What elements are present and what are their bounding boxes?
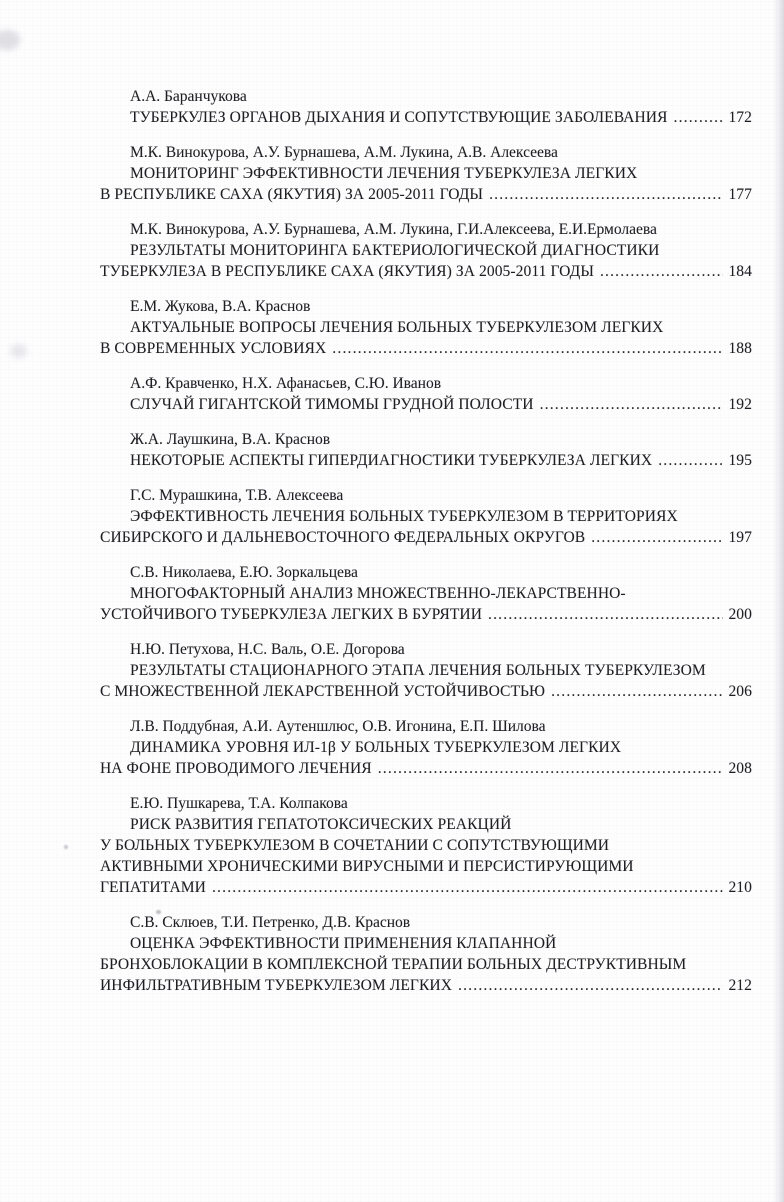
entry-authors: М.К. Винокурова, А.У. Бурнашева, А.М. Лукина, А.В. Алексеева (130, 144, 558, 161)
dot-leader (212, 877, 723, 898)
entry-title-text: ГЕПАТИТАМИ (100, 879, 206, 896)
toc-entry (100, 373, 752, 415)
entry-title-text: НЕКОТОРЫЕ АСПЕКТЫ ГИПЕРДИАГНОСТИКИ ТУБЕРКУЛЕЗА ЛЕГКИХ (130, 452, 653, 469)
page-number: 195 (728, 452, 752, 469)
toc-entry (100, 429, 752, 471)
entry-authors: А.Ф. Кравченко, Н.Х. Афанасьев, С.Ю. Иванов (130, 375, 442, 392)
dot-leader (488, 604, 723, 625)
toc-entry (100, 485, 752, 548)
entry-title-line: БРОНХОБЛОКАЦИИ В КОМПЛЕКСНОЙ ТЕРАПИИ БОЛЬНЫХ ДЕСТРУКТИВНЫМ (100, 956, 687, 973)
dot-leader (489, 184, 723, 205)
toc-entry (100, 219, 752, 282)
entry-title-line: МНОГОФАКТОРНЫЙ АНАЛИЗ МНОЖЕСТВЕННО-ЛЕКАРСТВЕННО- (130, 585, 626, 602)
toc-entry (100, 639, 752, 702)
entry-title-last-line (100, 877, 752, 898)
entry-title-last-line (100, 107, 752, 128)
entry-title-text: НА ФОНЕ ПРОВОДИМОГО ЛЕЧЕНИЯ (100, 760, 372, 777)
entry-authors: Г.С. Мурашкина, Т.В. Алексеева (130, 487, 344, 504)
dot-leader (540, 394, 724, 415)
page-number: 200 (728, 606, 752, 623)
page-number: 206 (728, 683, 752, 700)
entry-title-line: АКТИВНЫМИ ХРОНИЧЕСКИМИ ВИРУСНЫМИ И ПЕРСИСТИРУЮЩИМИ (100, 858, 634, 875)
dot-leader (674, 107, 724, 128)
entry-authors: А.А. Баранчукова (130, 88, 247, 105)
entry-title-text: СИБИРСКОГО И ДАЛЬНЕВОСТОЧНОГО ФЕДЕРАЛЬНЫХ ОКРУГОВ (100, 529, 586, 546)
page-number: 184 (728, 263, 752, 280)
toc-entry (100, 562, 752, 625)
entry-title-last-line (100, 184, 752, 205)
entry-title-text: ТУБЕРКУЛЕЗ ОРГАНОВ ДЫХАНИЯ И СОПУТСТВУЮЩИЕ ЗАБОЛЕВАНИЯ (130, 109, 668, 126)
page-number: 212 (728, 977, 752, 994)
entry-authors: Ж.А. Лаушкина, В.А. Краснов (130, 431, 331, 448)
page-number: 192 (728, 396, 752, 413)
entry-title-text: ТУБЕРКУЛЕЗА В РЕСПУБЛИКЕ САХА (ЯКУТИЯ) ЗА 2005-2011 ГОДЫ (100, 263, 594, 280)
entry-title-line: ЭФФЕКТИВНОСТЬ ЛЕЧЕНИЯ БОЛЬНЫХ ТУБЕРКУЛЕЗОМ В ТЕРРИТОРИЯХ (130, 508, 678, 525)
entry-authors: С.В. Склюев, Т.И. Петренко, Д.В. Краснов (130, 914, 411, 931)
entry-title-line: АКТУАЛЬНЫЕ ВОПРОСЫ ЛЕЧЕНИЯ БОЛЬНЫХ ТУБЕРКУЛЕЗОМ ЛЕГКИХ (130, 319, 664, 336)
entry-title-line: МОНИТОРИНГ ЭФФЕКТИВНОСТИ ЛЕЧЕНИЯ ТУБЕРКУЛЕЗА ЛЕГКИХ (130, 165, 638, 182)
dot-leader (378, 758, 724, 779)
entry-authors: М.К. Винокурова, А.У. Бурнашева, А.М. Лукина, Г.И.Алексеева, Е.И.Ермолаева (130, 221, 657, 238)
entry-title-last-line (100, 758, 752, 779)
dot-leader (551, 681, 723, 702)
page-number: 177 (728, 186, 752, 203)
entry-authors: Л.В. Поддубная, А.И. Аутеншлюс, О.В. Игонина, Е.П. Шилова (130, 718, 546, 735)
page-number: 172 (728, 109, 752, 126)
entry-title-last-line (100, 527, 752, 548)
dot-leader (658, 450, 723, 471)
toc-entry (100, 912, 752, 996)
entry-title-line: РЕЗУЛЬТАТЫ СТАЦИОНАРНОГО ЭТАПА ЛЕЧЕНИЯ БОЛЬНЫХ ТУБЕРКУЛЕЗОМ (130, 662, 706, 679)
toc-entry (100, 296, 752, 359)
toc-entry (100, 86, 752, 128)
entry-title-text: В СОВРЕМЕННЫХ УСЛОВИЯХ (100, 340, 327, 357)
dot-leader (332, 338, 723, 359)
entry-title-last-line (100, 450, 752, 471)
toc-entry (100, 793, 752, 898)
entry-authors: С.В. Николаева, Е.Ю. Зоркальцева (130, 564, 358, 581)
entry-title-text: УСТОЙЧИВОГО ТУБЕРКУЛЕЗА ЛЕГКИХ В БУРЯТИИ (100, 606, 483, 623)
entry-title-line: РИСК РАЗВИТИЯ ГЕПАТОТОКСИЧЕСКИХ РЕАКЦИЙ (130, 816, 512, 833)
entry-authors: Е.М. Жукова, В.А. Краснов (130, 298, 311, 315)
entry-title-line: РЕЗУЛЬТАТЫ МОНИТОРИНГА БАКТЕРИОЛОГИЧЕСКОЙ ДИАГНОСТИКИ (130, 242, 660, 259)
page-number: 188 (728, 340, 752, 357)
entry-title-last-line (100, 338, 752, 359)
entry-authors: Е.Ю. Пушкарева, Т.А. Колпакова (130, 795, 348, 812)
toc-entry (100, 142, 752, 205)
entry-title-text: С МНОЖЕСТВЕННОЙ ЛЕКАРСТВЕННОЙ УСТОЙЧИВОСТЬЮ (100, 683, 546, 700)
page-number: 197 (728, 529, 752, 546)
dot-leader (458, 975, 723, 996)
entry-title-line: ДИНАМИКА УРОВНЯ ИЛ-1β У БОЛЬНЫХ ТУБЕРКУЛЕЗОМ ЛЕГКИХ (130, 739, 622, 756)
page-number: 208 (728, 760, 752, 777)
dot-leader (600, 261, 723, 282)
entry-title-last-line (100, 604, 752, 625)
entry-title-last-line (100, 681, 752, 702)
page-number: 210 (728, 879, 752, 896)
entry-title-line: ОЦЕНКА ЭФФЕКТИВНОСТИ ПРИМЕНЕНИЯ КЛАПАННОЙ (130, 935, 557, 952)
toc-list (100, 86, 752, 1010)
entry-title-last-line (100, 975, 752, 996)
entry-title-text: В РЕСПУБЛИКЕ САХА (ЯКУТИЯ) ЗА 2005-2011 ГОДЫ (100, 186, 484, 203)
entry-title-last-line (100, 394, 752, 415)
entry-title-line: У БОЛЬНЫХ ТУБЕРКУЛЕЗОМ В СОЧЕТАНИИ С СОПУТСТВУЮЩИМИ (100, 837, 610, 854)
scan-smudge (0, 30, 20, 50)
toc-entry (100, 716, 752, 779)
entry-authors: Н.Ю. Петухова, Н.С. Валь, О.Е. Догорова (130, 641, 405, 658)
entry-title-text: ИНФИЛЬТРАТИВНЫМ ТУБЕРКУЛЕЗОМ ЛЕГКИХ (100, 977, 453, 994)
scan-speck (64, 845, 68, 849)
entry-title-last-line (100, 261, 752, 282)
scan-smudge (10, 344, 27, 358)
entry-title-text: СЛУЧАЙ ГИГАНТСКОЙ ТИМОМЫ ГРУДНОЙ ПОЛОСТИ (130, 396, 534, 413)
dot-leader (591, 527, 723, 548)
page-edge-shadow (772, 0, 784, 1202)
